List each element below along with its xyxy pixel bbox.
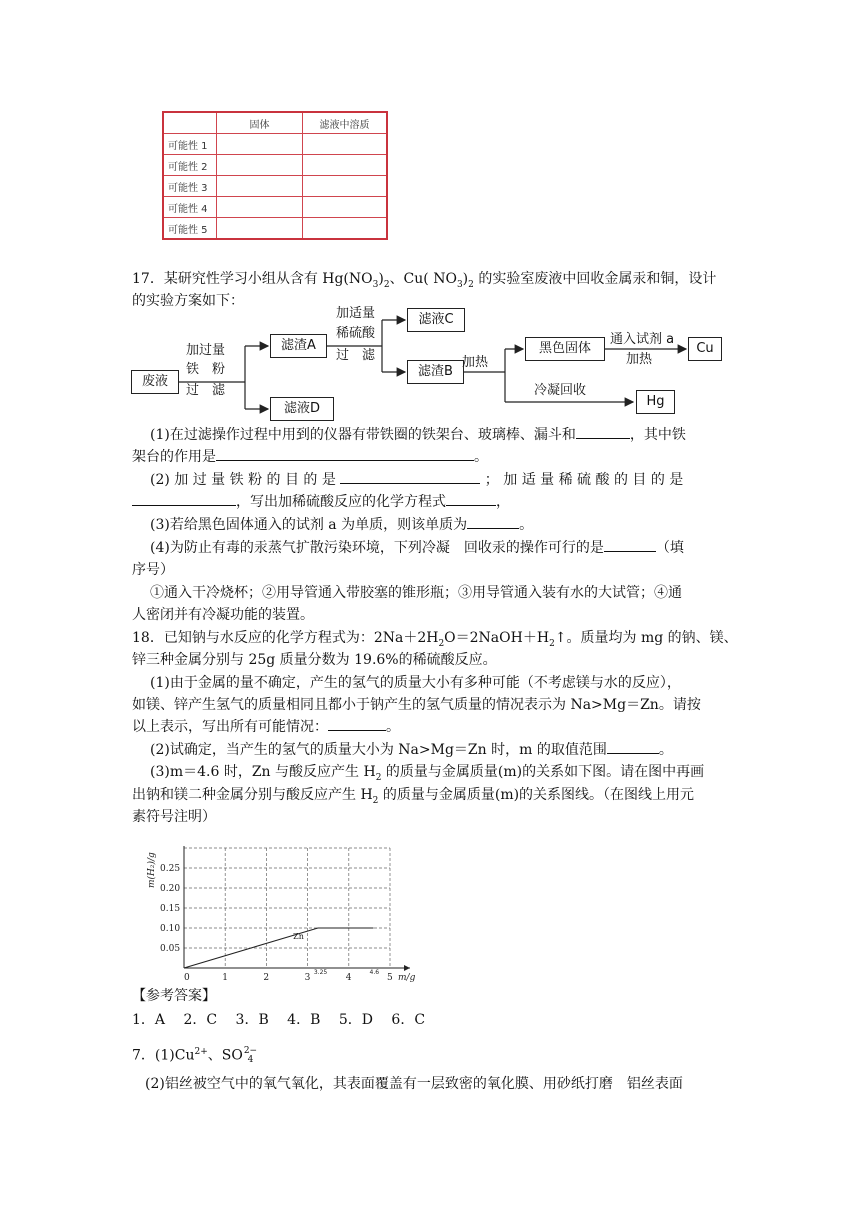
text: 。 bbox=[658, 742, 673, 758]
subscript: 4 bbox=[247, 1054, 254, 1065]
text: ， bbox=[496, 494, 510, 510]
text: (2)试确定，当产生的氢气的质量大小为 Na>Mg＝Zn 时，m 的取值范围 bbox=[150, 742, 607, 758]
q18-s1: (1)由于金属的量不确定，产生的氢气的质量大小有多种可能（不考虑镁与水的反应）， bbox=[150, 675, 681, 691]
text: ，其中铁 bbox=[629, 427, 686, 443]
text: (3)若给黑色固体通入的试剂 a 为单质，则该单质为 bbox=[150, 517, 468, 533]
x-tick-label: 2 bbox=[263, 973, 270, 983]
table-header-cell: 固体 bbox=[217, 112, 303, 134]
x-tick-label: 0 bbox=[184, 973, 190, 983]
q17-s1 bbox=[150, 424, 750, 446]
text: 出钠和镁二种金属分别与酸反应产生 H bbox=[132, 787, 373, 803]
q17-intro-line2: 的实验方案如下： bbox=[132, 293, 244, 309]
special-tick-label: 3.25 bbox=[313, 969, 328, 976]
y-tick-label: 0.15 bbox=[160, 904, 181, 914]
y-tick-label: 0.20 bbox=[160, 884, 181, 894]
superscript: 2+ bbox=[194, 1047, 208, 1057]
subscript: 2 bbox=[383, 279, 390, 290]
text: ) bbox=[462, 271, 469, 287]
hg-box: Hg bbox=[636, 390, 675, 414]
filtrate-c-box: 滤液C bbox=[407, 308, 465, 332]
step1-label-3: 过 滤 bbox=[186, 383, 226, 398]
x-tick-label: 4 bbox=[345, 973, 352, 983]
answer-blank bbox=[340, 469, 480, 484]
q17-s3 bbox=[150, 514, 750, 536]
y-tick-label: 0.10 bbox=[160, 924, 181, 934]
x-tick-label: 3 bbox=[304, 973, 311, 983]
subscript: 3 bbox=[372, 279, 379, 290]
residue-b-box: 滤渣B bbox=[407, 360, 464, 384]
answer-blank bbox=[216, 446, 474, 461]
text: ) bbox=[378, 271, 384, 287]
black-solid-box: 黑色固体 bbox=[525, 337, 605, 361]
answers-title: 【参考答案】 bbox=[132, 988, 216, 1004]
text: ↑。质量均为 mg 的钠、镁、 bbox=[554, 630, 738, 646]
text: 17．某研究性学习小组从含有 Hg(NO bbox=[132, 271, 373, 287]
row-label: 可能性 1 bbox=[163, 134, 217, 155]
step2-label-2: 稀硫酸 bbox=[336, 326, 376, 341]
row-label: 可能性 2 bbox=[163, 155, 217, 176]
answer-blank bbox=[132, 491, 236, 506]
text: 。 bbox=[474, 449, 488, 465]
answer-blank bbox=[576, 424, 630, 439]
q17-s2-line2 bbox=[132, 491, 732, 513]
text: O＝2NaOH＋H bbox=[444, 630, 550, 646]
zn-h2-chart bbox=[140, 836, 430, 988]
subscript: 2 bbox=[468, 279, 474, 290]
text: （填 bbox=[655, 540, 684, 556]
x-tick-label: 5 bbox=[387, 973, 393, 983]
row-label: 可能性 5 bbox=[163, 218, 217, 240]
superscript: 2− bbox=[243, 1045, 258, 1056]
subscript: 2 bbox=[372, 795, 379, 806]
heat-label: 加热 bbox=[462, 355, 489, 370]
q18-s1-line2: 如镁、锌产生氢气的质量相同且都小于钠产生的氢气质量的情况表示为 Na>Mg＝Zn。请按 bbox=[132, 697, 701, 713]
text: 、Cu( NO bbox=[389, 271, 457, 287]
text: 的质量与金属质量(m)的关系图线。（在图线上用元 bbox=[378, 787, 695, 803]
answer-blank bbox=[467, 514, 519, 529]
text: (1)在过滤操作过程中用到的仪器有带铁圈的铁架台、玻璃棒、漏斗和 bbox=[150, 427, 576, 443]
condense-label: 冷凝回收 bbox=[534, 383, 587, 398]
q17-s4 bbox=[150, 537, 750, 559]
answer-7-2: (2)铝丝被空气中的氧气氧化，其表面覆盖有一层致密的氧化膜、用砂纸打磨 铝丝表面 bbox=[145, 1076, 683, 1092]
subscript: 2 bbox=[375, 772, 382, 783]
step2-label-1: 加适量 bbox=[336, 306, 376, 321]
x-tick-label: 1 bbox=[222, 973, 228, 983]
step2-label-3: 过 滤 bbox=[336, 348, 376, 363]
q17-s4-options-line2: 人密闭并有冷凝功能的装置。 bbox=[132, 607, 314, 623]
waste-box: 废液 bbox=[131, 370, 179, 394]
step1-label-2: 铁 粉 bbox=[186, 362, 226, 377]
row-label: 可能性 4 bbox=[163, 197, 217, 218]
text: 以上表示，写出所有可能情况： bbox=[132, 719, 328, 735]
q18-s1-line3 bbox=[132, 716, 732, 738]
subscript: 3 bbox=[456, 279, 463, 290]
answer-blank bbox=[446, 491, 496, 506]
x-axis-label: m/g bbox=[398, 973, 416, 983]
answers-mc: 1．A 2．C 3．B 4．B 5．D 6．C bbox=[132, 1012, 426, 1028]
reagent-label: 通入试剂 a bbox=[610, 332, 675, 347]
text: ； 加 适 量 稀 硫 酸 的 目 的 是 bbox=[484, 472, 684, 488]
text: 7．(1)Cu bbox=[132, 1047, 195, 1064]
text: 架台的作用是 bbox=[132, 449, 216, 465]
answer-blank bbox=[328, 716, 386, 731]
cu-box: Cu bbox=[688, 337, 722, 361]
text: 。 bbox=[519, 517, 534, 533]
text: 的质量与金属质量(m)的关系如下图。请在图中再画 bbox=[381, 764, 705, 780]
answer-blank bbox=[607, 739, 659, 754]
step1-label-1: 加过量 bbox=[186, 343, 226, 358]
y-tick-label: 0.25 bbox=[160, 864, 181, 874]
text: 的实验室废液中回收金属汞和铜，设计 bbox=[473, 271, 717, 287]
answer-blank bbox=[604, 537, 656, 552]
q17-s4-options: ①通入干冷烧杯；②用导管通入带胶塞的锥形瓶；③用导管通入装有水的大试管；④通 bbox=[150, 585, 682, 601]
q17-s1-line2 bbox=[132, 446, 732, 468]
text: (4)为防止有毒的汞蒸气扩散污染环境，下列冷凝 回收汞的操作可行的是 bbox=[150, 540, 604, 556]
text: ，写出加稀硫酸反应的化学方程式 bbox=[236, 494, 446, 510]
ion-charge bbox=[244, 1047, 257, 1065]
text: 、SO bbox=[207, 1047, 243, 1064]
table-header-cell: 滤液中溶质 bbox=[303, 112, 388, 134]
q17-s2 bbox=[150, 469, 750, 491]
subscript: 2 bbox=[438, 638, 445, 649]
special-tick-label: 4.6 bbox=[369, 969, 380, 976]
text: 18．已知钠与水反应的化学方程式为：2Na＋2H bbox=[132, 630, 439, 646]
answer-7-1 bbox=[132, 1041, 732, 1067]
text: 。 bbox=[386, 719, 400, 735]
q17-s4-line2: 序号） bbox=[132, 562, 174, 578]
text: (2) 加 过 量 铁 粉 的 目 的 是 bbox=[150, 472, 336, 488]
filtrate-d-box: 滤液D bbox=[270, 397, 334, 421]
reagent-heat-label: 加热 bbox=[626, 352, 653, 367]
series-label-zn: Zn bbox=[293, 931, 304, 941]
text: (3)m＝4.6 时，Zn 与酸反应产生 H bbox=[150, 764, 376, 780]
q18-intro-line2: 锌三种金属分别与 25g 质量分数为 19.6%的稀硫酸反应。 bbox=[132, 652, 497, 668]
row-label: 可能性 3 bbox=[163, 176, 217, 197]
subscript: 2 bbox=[549, 638, 555, 649]
q18-s2 bbox=[150, 739, 750, 761]
y-axis-label: m(H₂)/g bbox=[147, 852, 157, 888]
residue-a-box: 滤渣A bbox=[270, 334, 327, 358]
y-tick-label: 0.05 bbox=[160, 944, 181, 954]
q18-s3-line3: 素符号注明） bbox=[132, 809, 216, 825]
x-axis-arrow bbox=[404, 965, 410, 971]
